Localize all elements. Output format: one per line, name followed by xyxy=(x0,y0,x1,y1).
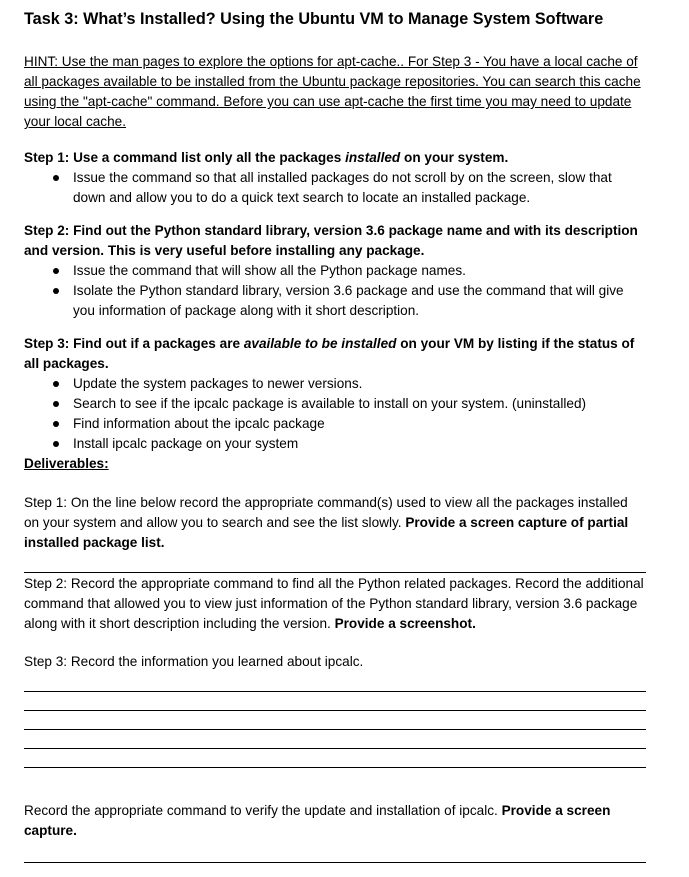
hint-paragraph: HINT: Use the man pages to explore the options for apt-cache.. For Step 3 - You have a local cache of all packages available to be installed from the Ubuntu package repositories. You can search this cache using the "apt-cache" command. Before you can use apt-cache the first time you may need to update your local cache. xyxy=(24,54,641,129)
page-title: Task 3: What’s Installed? Using the Ubuntu VM to Manage System Software xyxy=(24,10,604,28)
document-page xyxy=(24,8,646,863)
step2-bullet-list xyxy=(24,261,646,321)
step1-heading xyxy=(24,148,646,168)
step3-heading-b: on your VM by listing if the status of all packages. xyxy=(24,336,635,371)
step3-heading-a: Step 3: Find out if a packages are xyxy=(24,336,244,351)
deliverable-step2-bold: Provide a screenshot. xyxy=(334,616,476,631)
step3-heading-em: available to be installed xyxy=(243,336,397,351)
step1-bullet: Issue the command so that all installed packages do not scroll by on the screen, slow that down and allow you to do a quick text search to locate an installed package. xyxy=(53,168,646,208)
step2-bullet: Issue the command that will show all the Python package names. xyxy=(53,261,646,281)
deliverable-step2-text: Step 2: Record the appropriate command to find all the Python related packages. Record the additional command that allowed you to view just information of the Python standard library, version 3.6 package along with it short description including the version. xyxy=(24,576,644,631)
step1-heading-em: installed xyxy=(345,150,401,165)
step3-bullet: Search to see if the ipcalc package is available to install on your system. (uninstalled) xyxy=(53,394,646,414)
deliverable-step4-text: Record the appropriate command to verify the update and installation of ipcalc. xyxy=(24,803,502,818)
step2-heading: Step 2: Find out the Python standard library, version 3.6 package name and with its description and version. This is very useful before installing any package. xyxy=(24,223,638,258)
deliverable-step4 xyxy=(24,801,646,841)
deliverable-step1 xyxy=(24,493,646,553)
step3-bullet-list xyxy=(24,374,646,454)
step1-heading-b: on your system. xyxy=(400,150,509,165)
deliverable-step1-text: Step 1: On the line below record the appropriate command(s) used to view all the packages installed on your system and allow you to search and see the list slowly. xyxy=(24,495,628,530)
step1-bullet-list xyxy=(24,168,646,208)
step3-bullet: Find information about the ipcalc package xyxy=(53,414,646,434)
deliverable-step3: Step 3: Record the information you learned about ipcalc. xyxy=(24,654,364,669)
deliverable-step4-bold: Provide a screen capture. xyxy=(24,803,611,838)
step2-bullet: Isolate the Python standard library, version 3.6 package and use the command that will give you information of package along with it short description. xyxy=(53,281,646,321)
deliverable-step1-bold: Provide a screen capture of partial installed package list. xyxy=(24,515,629,550)
deliverables-heading: Deliverables: xyxy=(24,456,109,471)
step3-bullet: Install ipcalc package on your system xyxy=(53,434,646,454)
answer-line[interactable] xyxy=(24,862,646,863)
step3-heading xyxy=(24,334,646,374)
deliverable-step2 xyxy=(24,574,646,634)
step3-bullet: Update the system packages to newer versions. xyxy=(53,374,646,394)
step1-heading-a: Step 1: Use a command list only all the packages xyxy=(24,150,346,165)
